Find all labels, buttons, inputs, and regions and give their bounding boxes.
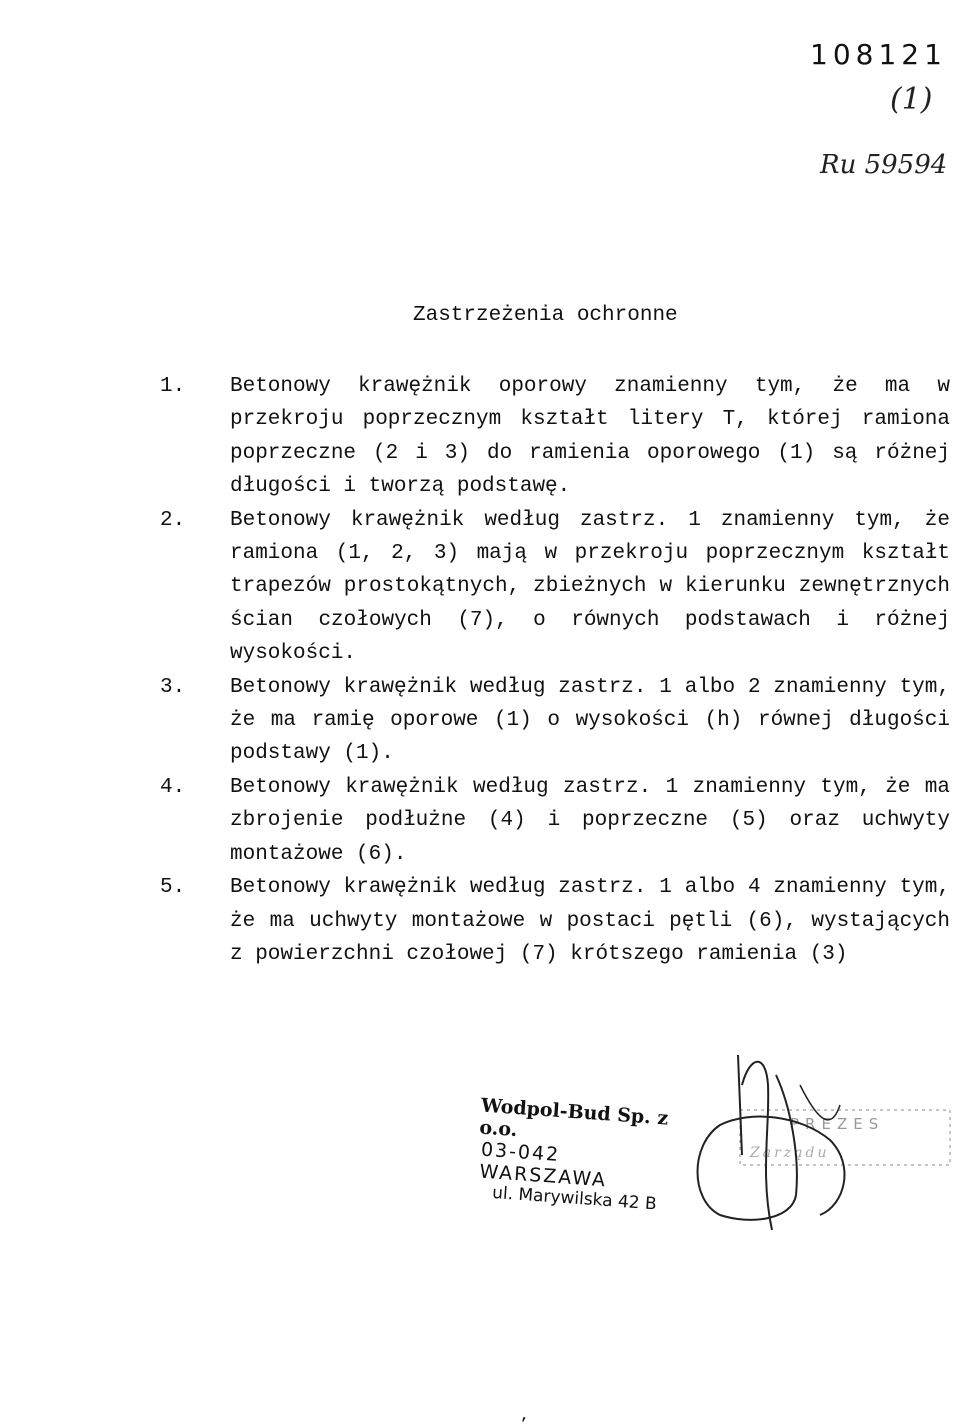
claim-text: Betonowy krawężnik według zastrz. 1 znamienny tym, że ramiona (1, 2, 3) mają w przekroju poprzecznym kształt trapezów prostokątnych, zbieżnych w kierunku zewnętrznych ścian czołowych (7), o równych podstawach i różnej wysokości.: [230, 508, 950, 666]
claim-item: [160, 370, 950, 504]
claim-number: 5.: [160, 876, 186, 900]
document-number: 108121: [810, 38, 947, 71]
claim-item: [160, 771, 950, 871]
claim-item: [160, 504, 950, 671]
claim-item: [160, 871, 950, 971]
signature-stamp-subtitle: Zarządu: [750, 1145, 830, 1161]
handwritten-mark: (1): [890, 82, 933, 117]
claim-number: 4.: [160, 775, 186, 799]
claim-text: Betonowy krawężnik według zastrz. 1 albo 2 znamienny tym, że ma ramię oporowe (1) o wysokości (h) równej długości podstawy (1).: [230, 675, 950, 766]
claim-item: [160, 671, 950, 771]
company-stamp: [478, 1094, 695, 1215]
signature-stamp: [680, 1045, 960, 1235]
claim-text: Betonowy krawężnik według zastrz. 1 znamienny tym, że ma zbrojenie podłużne (4) i poprzeczne (5) oraz uchwyty montażowe (6).: [230, 775, 950, 866]
stamp-company-name: Wodpol-Bud Sp. z o.o.: [478, 1094, 669, 1142]
page-title: Zastrzeżenia ochronne: [413, 304, 678, 327]
claim-text: Betonowy krawężnik oporowy znamienny tym, że ma w przekroju poprzecznym kształt litery T, której ramiona poprzeczne (2 i 3) do ramienia oporowego (1) są różnej długości i tworzą podstawę.: [230, 375, 950, 499]
handwritten-reference: Ru 59594: [820, 150, 948, 180]
claim-number: 3.: [160, 675, 186, 699]
claim-text: Betonowy krawężnik według zastrz. 1 albo 4 znamienny tym, że ma uchwyty montażowe w postaci pętli (6), wystających z powierzchni czołowej (7) krótszego ramienia (3): [230, 876, 950, 966]
claims-list: [160, 370, 950, 971]
signature-stamp-title: PREZES: [790, 1115, 885, 1133]
signature-path: [698, 1055, 845, 1230]
bottom-mark: ‚: [520, 1408, 529, 1424]
stamp-street: ul. Marywilska 42 B: [491, 1182, 658, 1215]
stamp-postal-city: 03-042 WARSZAWA: [478, 1138, 608, 1192]
claim-number: 1.: [160, 375, 186, 398]
claim-number: 2.: [160, 508, 186, 532]
